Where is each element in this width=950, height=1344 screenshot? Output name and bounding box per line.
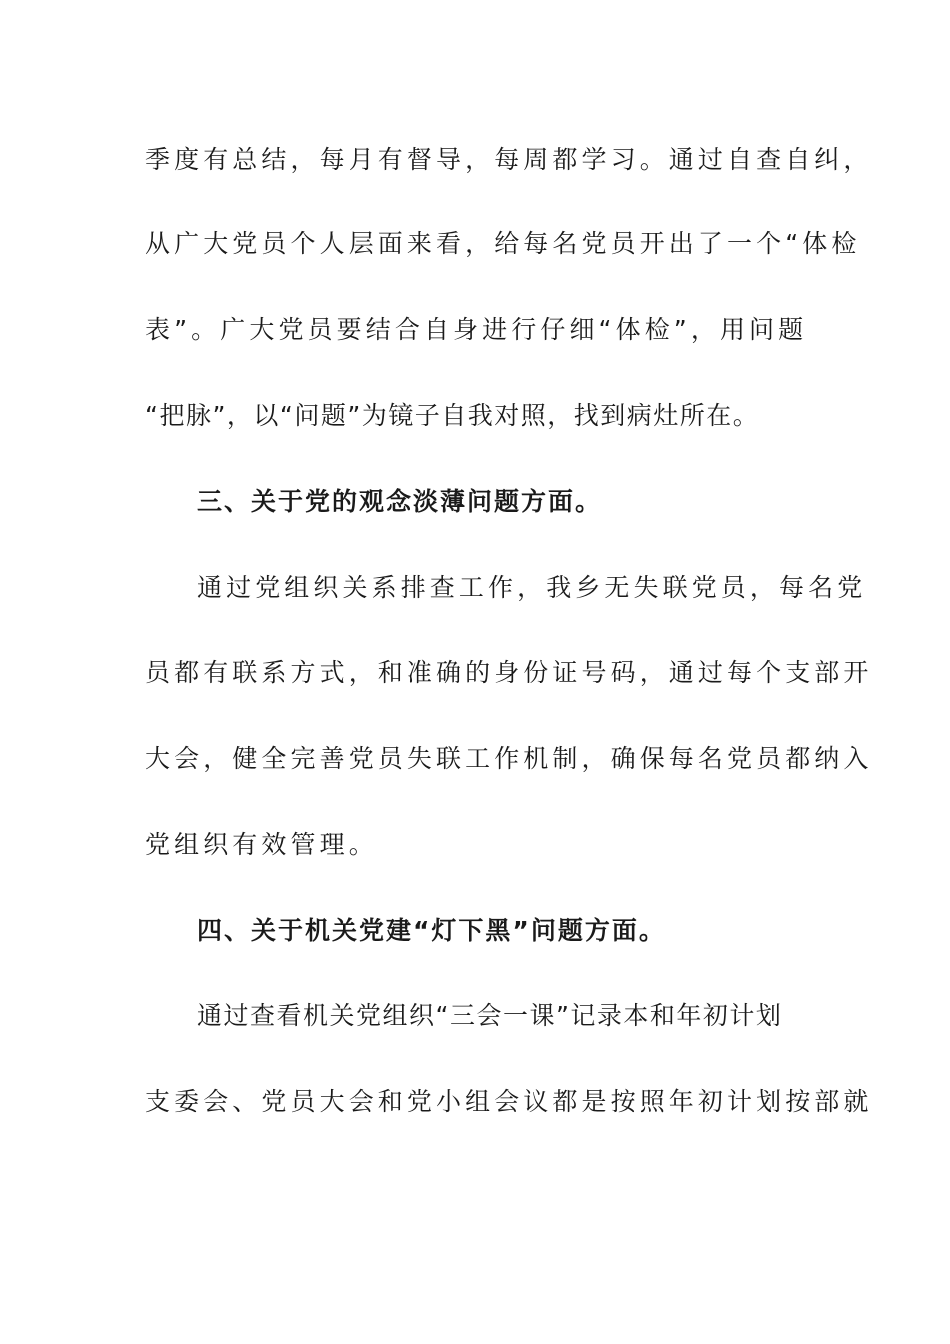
paragraph-line: 通过党组织关系排查工作，我乡无失联党员，每名党 xyxy=(197,573,867,602)
section-heading: 四、关于机关党建“灯下黑”问题方面。 xyxy=(197,916,666,945)
paragraph-line: 党组织有效管理。 xyxy=(145,830,378,859)
paragraph-line: 支委会、党员大会和党小组会议都是按照年初计划按部就 xyxy=(145,1087,873,1116)
paragraph-line: “把脉”，以“问题”为镜子自我对照，找到病灶所在。 xyxy=(145,401,760,430)
paragraph-line: 从广大党员个人层面来看，给每名党员开出了一个“体检 xyxy=(145,229,861,258)
paragraph-line: 表”。广大党员要结合自身进行仔细“体检”，用问题 xyxy=(145,315,808,344)
paragraph-line: 大会，健全完善党员失联工作机制，确保每名党员都纳入 xyxy=(145,744,873,773)
section-heading: 三、关于党的观念淡薄问题方面。 xyxy=(197,487,603,516)
paragraph-line: 季度有总结，每月有督导，每周都学习。通过自查自纠， xyxy=(145,145,873,174)
paragraph-line: 员都有联系方式，和准确的身份证号码，通过每个支部开 xyxy=(145,658,873,687)
paragraph-line: 通过查看机关党组织“三会一课”记录本和年初计划 xyxy=(197,1001,783,1030)
